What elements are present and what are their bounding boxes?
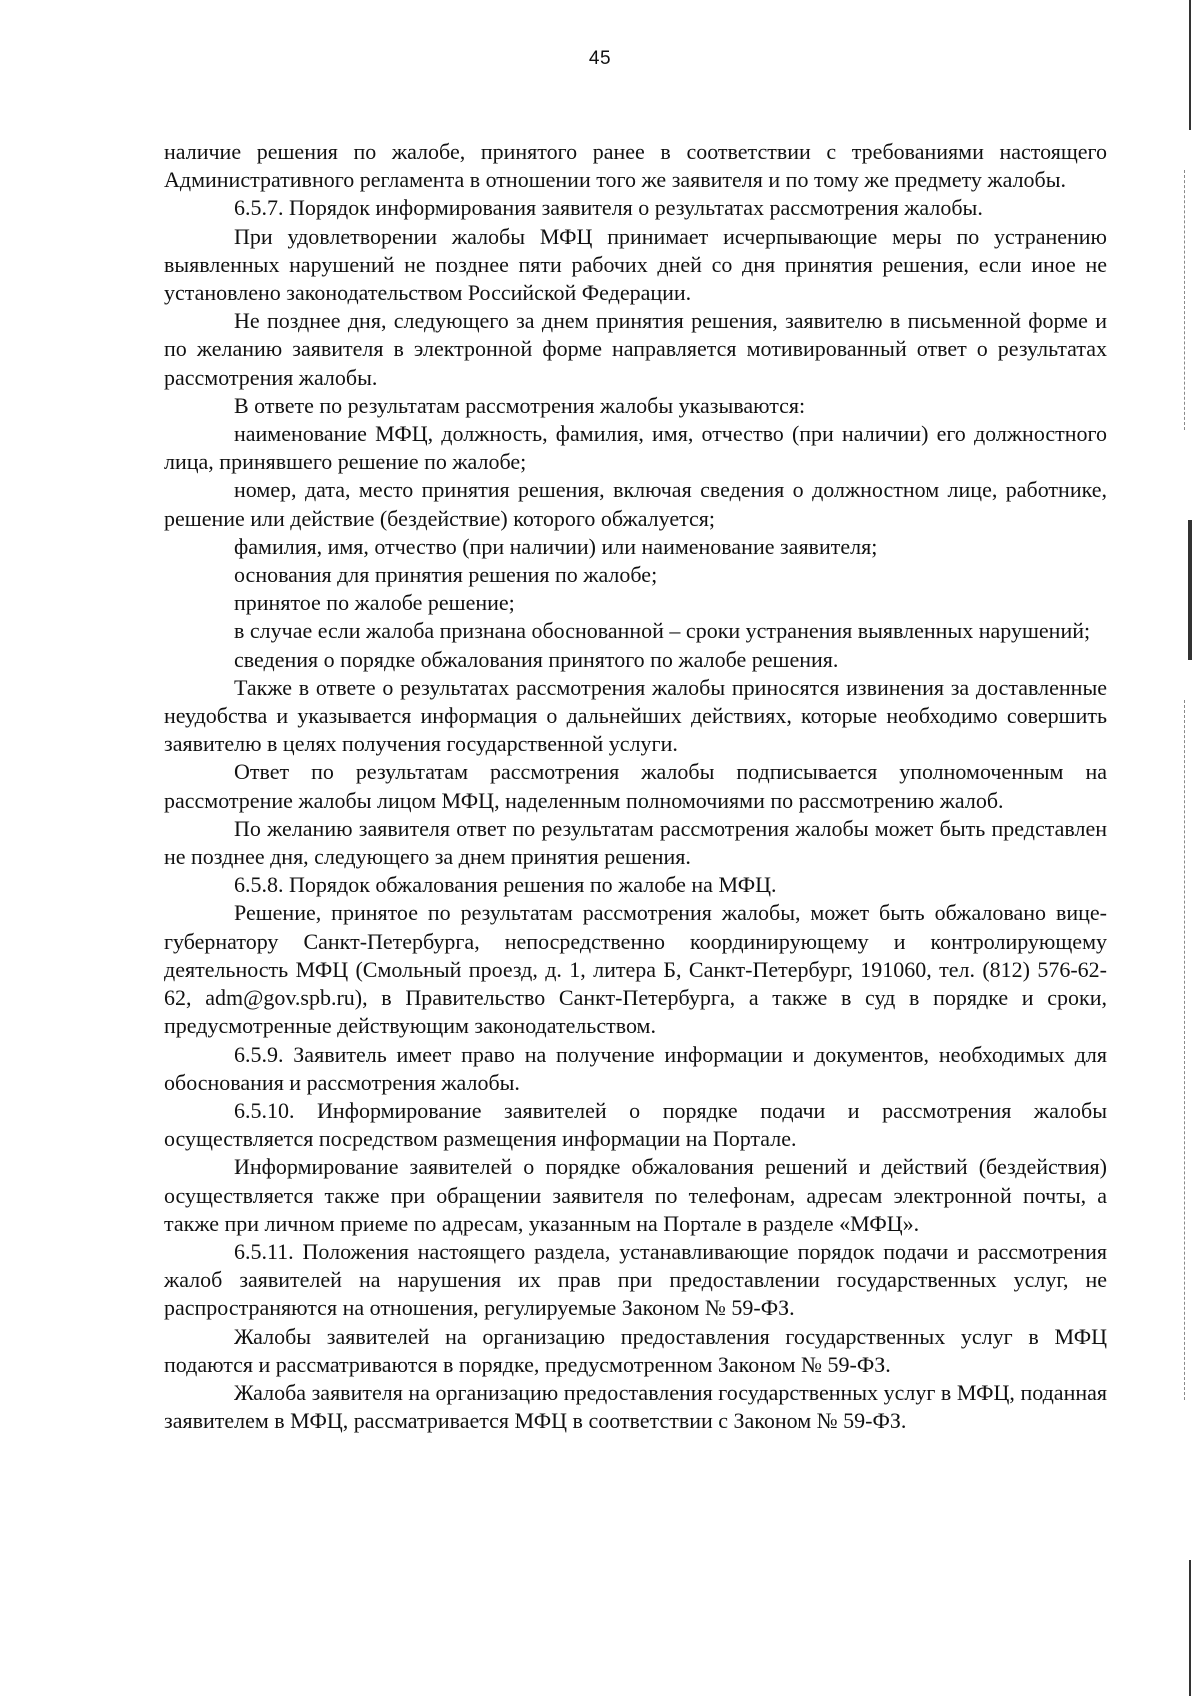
scan-dotted-mark: [1184, 700, 1186, 1400]
paragraph: сведения о порядке обжалования принятого по жалобе решения.: [234, 646, 839, 672]
paragraph: Информирование заявителей о порядке обжалования решений и действий (бездействия) осуществляется также при обращении заявителя по телефонам, адресам электронной почты, а также при личном приеме по адресам, указанным на Портале в разделе «МФЦ».: [164, 1154, 1107, 1236]
paragraph: 6.5.9. Заявитель имеет право на получение информации и документов, необходимых для обоснования и рассмотрения жалобы.: [164, 1041, 1107, 1095]
paragraph: наименование МФЦ, должность, фамилия, имя, отчество (при наличии) его должностного лица, принявшего решение по жалобе;: [164, 421, 1107, 475]
paragraph: Ответ по результатам рассмотрения жалобы подписывается уполномоченным на рассмотрение жалобы лицом МФЦ, наделенным полномочиями по рассмотрению жалоб.: [164, 759, 1107, 813]
paragraph: 6.5.7. Порядок информирования заявителя о результатах рассмотрения жалобы.: [234, 195, 983, 221]
scan-edge-mark: [1189, 0, 1191, 130]
paragraph: Также в ответе о результатах рассмотрения жалобы приносятся извинения за доставленные неудобства и указывается информация о дальнейших действиях, которые необходимо совершить заявителю в целях получения государственной услуги.: [164, 674, 1107, 757]
document-body: [164, 138, 1107, 1435]
paragraph: в случае если жалоба признана обоснованной – сроки устранения выявленных нарушений;: [234, 618, 1091, 644]
paragraph: наличие решения по жалобе, принятого ранее в соответствии с требованиями настоящего Административного регламента в отношении того же заявителя и по тому же предмету жалобы.: [164, 139, 1107, 193]
paragraph: 6.5.11. Положения настоящего раздела, устанавливающие порядок подачи и рассмотрения жалоб заявителей на нарушения их прав при предоставлении государственных услуг, не распространяются на отношения, регулируемые Законом № 59-ФЗ.: [164, 1238, 1107, 1321]
scan-edge-mark: [1188, 520, 1192, 660]
paragraph: Решение, принятое по результатам рассмотрения жалобы, может быть обжаловано вице-губернатору Санкт-Петербурга, непосредственно координирующему и контролирующему деятельность МФЦ (Смольный проезд, д. 1, литера Б, Санкт-Петербург, 191060, тел. (812) 576-62-62, adm@gov.spb.ru), в Правительство Санкт-Петербурга, а также в суд в порядке и сроки, предусмотренные действующим законодательством.: [164, 900, 1107, 1039]
page-number: 45: [588, 48, 612, 69]
paragraph: По желанию заявителя ответ по результатам рассмотрения жалобы может быть представлен не позднее дня, следующего за днем принятия решения.: [164, 815, 1107, 870]
paragraph: основания для принятия решения по жалобе;: [234, 562, 658, 588]
paragraph: 6.5.8. Порядок обжалования решения по жалобе на МФЦ.: [234, 872, 777, 898]
paragraph: Не позднее дня, следующего за днем принятия решения, заявителю в письменной форме и по желанию заявителя в электронной форме направляется мотивированный ответ о результатах рассмотрения жалобы.: [164, 308, 1107, 390]
paragraph: Жалобы заявителей на организацию предоставления государственных услуг в МФЦ подаются и рассматриваются в порядке, предусмотренном Законом № 59-ФЗ.: [164, 1323, 1107, 1377]
paragraph: фамилия, имя, отчество (при наличии) или наименование заявителя;: [234, 533, 878, 559]
paragraph: принятое по жалобе решение;: [234, 590, 515, 616]
paragraph: Жалоба заявителя на организацию предоставления государственных услуг в МФЦ, поданная заявителем в МФЦ, рассматривается МФЦ в соответствии с Законом № 59-ФЗ.: [164, 1379, 1107, 1434]
paragraph: 6.5.10. Информирование заявителей о порядке подачи и рассмотрения жалобы осуществляется посредством размещения информации на Портале.: [164, 1097, 1107, 1152]
scan-edge-mark: [1189, 1560, 1191, 1696]
paragraph: номер, дата, место принятия решения, включая сведения о должностном лице, работнике, решение или действие (бездействие) которого обжалуется;: [164, 477, 1107, 531]
paragraph: При удовлетворении жалобы МФЦ принимает исчерпывающие меры по устранению выявленных нарушений не позднее пяти рабочих дней со дня принятия решения, если иное не установлено законодательством Российской Федерации.: [164, 223, 1107, 306]
paragraph: В ответе по результатам рассмотрения жалобы указываются:: [234, 392, 806, 418]
scan-dotted-mark: [1184, 170, 1186, 430]
